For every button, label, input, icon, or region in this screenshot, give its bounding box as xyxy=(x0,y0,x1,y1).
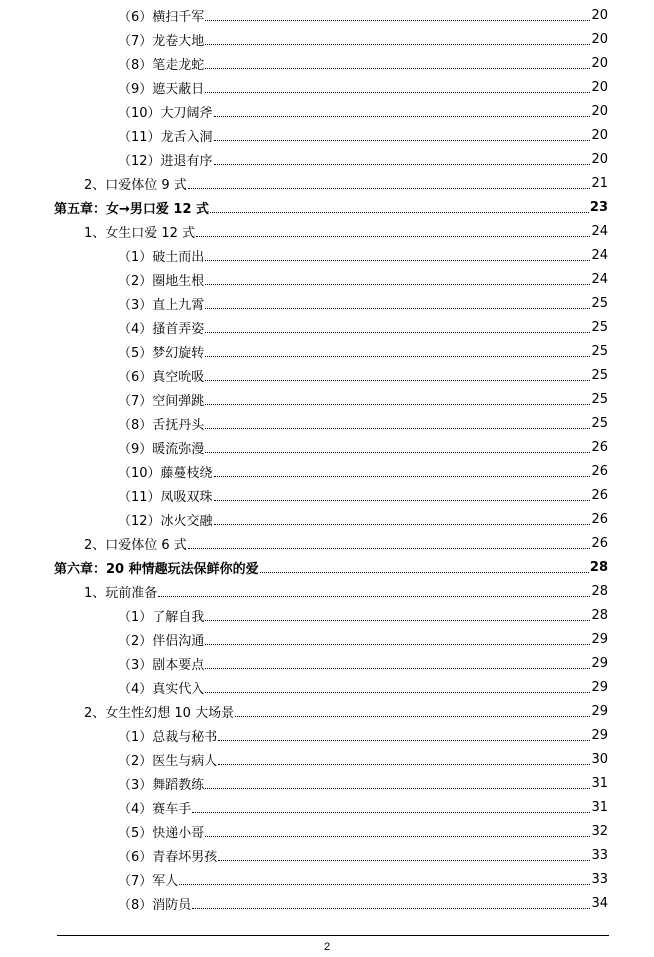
toc-entry-label: （8）消防员 xyxy=(118,897,192,913)
toc-entry-label: （7）空间弹跳 xyxy=(118,393,205,409)
toc-entry-label: （2）医生与病人 xyxy=(118,753,218,769)
toc-entry-label: （7）龙卷大地 xyxy=(118,33,205,49)
toc-entry-page: 20 xyxy=(591,55,608,71)
toc-entry-page: 23 xyxy=(589,199,608,215)
toc-entry-label: （4）赛车手 xyxy=(118,801,192,817)
toc-entry-page: 29 xyxy=(591,655,608,671)
toc-entry-label: （6）真空吮吸 xyxy=(118,369,205,385)
toc-entry-page: 29 xyxy=(591,703,608,719)
toc-subsection-entry[interactable] xyxy=(0,867,654,891)
toc-entry-label: 第六章：20 种情趣玩法保鲜你的爱 xyxy=(54,561,259,577)
toc-entry-page: 20 xyxy=(591,79,608,95)
toc-entry-page: 30 xyxy=(591,751,608,767)
toc-entry-page: 20 xyxy=(591,151,608,167)
toc-chapter-entry[interactable] xyxy=(0,555,654,579)
toc-entry-page: 29 xyxy=(591,727,608,743)
toc-entry-page: 34 xyxy=(591,895,608,911)
toc-dot-leader xyxy=(205,284,590,285)
toc-section-entry[interactable] xyxy=(0,531,654,555)
toc-entry-page: 24 xyxy=(591,247,608,263)
toc-dot-leader xyxy=(205,308,590,309)
toc-entry-page: 24 xyxy=(591,223,608,239)
toc-entry-page: 20 xyxy=(591,127,608,143)
toc-dot-leader xyxy=(205,380,590,381)
toc-dot-leader xyxy=(192,812,590,813)
toc-dot-leader xyxy=(218,860,590,861)
toc-entry-label: （4）真实代入 xyxy=(118,681,205,697)
toc-entry-page: 20 xyxy=(591,7,608,23)
toc-entry-label: 第五章：女→男口爱 12 式 xyxy=(54,201,210,217)
toc-entry-label: （3）直上九霄 xyxy=(118,297,205,313)
toc-subsection-entry[interactable] xyxy=(0,123,654,147)
toc-subsection-entry[interactable] xyxy=(0,147,654,171)
toc-dot-leader xyxy=(158,596,590,597)
toc-entry-label: 1、玩前准备 xyxy=(84,585,158,601)
toc-entry-page: 26 xyxy=(591,511,608,527)
toc-section-entry[interactable] xyxy=(0,579,654,603)
toc-entry-label: （8）笔走龙蛇 xyxy=(118,57,205,73)
toc-dot-leader xyxy=(214,140,591,141)
toc-entry-label: （5）梦幻旋转 xyxy=(118,345,205,361)
toc-entry-label: （7）军人 xyxy=(118,873,179,889)
toc-entry-page: 29 xyxy=(591,631,608,647)
toc-entry-label: （6）青春坏男孩 xyxy=(118,849,218,865)
toc-entry-page: 28 xyxy=(589,559,608,575)
toc-entry-page: 26 xyxy=(591,463,608,479)
toc-chapter-entry[interactable] xyxy=(0,195,654,219)
toc-entry-page: 28 xyxy=(591,583,608,599)
toc-dot-leader xyxy=(205,692,590,693)
toc-subsection-entry[interactable] xyxy=(0,363,654,387)
toc-dot-leader xyxy=(196,236,590,237)
toc-dot-leader xyxy=(188,188,591,189)
toc-dot-leader xyxy=(214,116,591,117)
toc-entry-label: 1、女生口爱 12 式 xyxy=(84,225,196,241)
toc-subsection-entry[interactable] xyxy=(0,51,654,75)
toc-subsection-entry[interactable] xyxy=(0,315,654,339)
toc-subsection-entry[interactable] xyxy=(0,723,654,747)
toc-subsection-entry[interactable] xyxy=(0,291,654,315)
toc-subsection-entry[interactable] xyxy=(0,507,654,531)
toc-section-entry[interactable] xyxy=(0,171,654,195)
toc-dot-leader xyxy=(210,212,589,213)
toc-entry-label: （10）大刀阔斧 xyxy=(118,105,213,121)
toc-dot-leader xyxy=(205,68,590,69)
toc-dot-leader xyxy=(205,20,590,21)
toc-entry-label: （4）搔首弄姿 xyxy=(118,321,205,337)
toc-dot-leader xyxy=(214,524,591,525)
toc-subsection-entry[interactable] xyxy=(0,27,654,51)
toc-dot-leader xyxy=(205,92,590,93)
toc-dot-leader xyxy=(214,500,591,501)
toc-dot-leader xyxy=(205,428,590,429)
toc-entry-label: （11）凤吸双珠 xyxy=(118,489,213,505)
toc-entry-page: 31 xyxy=(591,775,608,791)
toc-dot-leader xyxy=(205,620,590,621)
toc-dot-leader xyxy=(205,836,590,837)
toc-entry-page: 24 xyxy=(591,271,608,287)
toc-subsection-entry[interactable] xyxy=(0,819,654,843)
toc-entry-page: 26 xyxy=(591,439,608,455)
toc-entry-page: 20 xyxy=(591,103,608,119)
toc-entry-page: 25 xyxy=(591,319,608,335)
toc-dot-leader xyxy=(235,716,590,717)
toc-dot-leader xyxy=(188,548,591,549)
toc-subsection-entry[interactable] xyxy=(0,675,654,699)
toc-dot-leader xyxy=(260,572,589,573)
toc-entry-page: 28 xyxy=(591,607,608,623)
toc-entry-page: 25 xyxy=(591,415,608,431)
toc-entry-label: （9）暖流弥漫 xyxy=(118,441,205,457)
toc-entry-label: （1）了解自我 xyxy=(118,609,205,625)
toc-entry-label: （9）遮天蔽日 xyxy=(118,81,205,97)
toc-dot-leader xyxy=(192,908,590,909)
toc-entry-label: （8）舌抚丹头 xyxy=(118,417,205,433)
toc-subsection-entry[interactable] xyxy=(0,411,654,435)
toc-entry-label: （6）横扫千军 xyxy=(118,9,205,25)
toc-entry-label: 2、口爱体位 9 式 xyxy=(84,177,187,193)
toc-entry-page: 26 xyxy=(591,487,608,503)
toc-dot-leader xyxy=(205,668,590,669)
toc-entry-label: （11）龙舌入洞 xyxy=(118,129,213,145)
toc-dot-leader xyxy=(179,884,590,885)
toc-entry-page: 29 xyxy=(591,679,608,695)
table-of-contents xyxy=(0,3,654,915)
toc-dot-leader xyxy=(205,644,590,645)
toc-dot-leader xyxy=(205,404,590,405)
toc-subsection-entry[interactable] xyxy=(0,267,654,291)
toc-entry-label: （5）快递小哥 xyxy=(118,825,205,841)
toc-dot-leader xyxy=(205,356,590,357)
footer-divider xyxy=(57,935,609,936)
toc-entry-label: （3）舞蹈教练 xyxy=(118,777,205,793)
toc-entry-label: （2）圈地生根 xyxy=(118,273,205,289)
toc-subsection-entry[interactable] xyxy=(0,99,654,123)
toc-section-entry[interactable] xyxy=(0,699,654,723)
toc-entry-label: （2）伴侣沟通 xyxy=(118,633,205,649)
toc-entry-label: （12）冰火交融 xyxy=(118,513,213,529)
toc-subsection-entry[interactable] xyxy=(0,459,654,483)
toc-dot-leader xyxy=(205,788,590,789)
toc-dot-leader xyxy=(218,764,590,765)
toc-entry-page: 21 xyxy=(591,175,608,191)
toc-entry-label: （3）剧本要点 xyxy=(118,657,205,673)
toc-entry-label: （12）进退有序 xyxy=(118,153,213,169)
toc-dot-leader xyxy=(214,476,591,477)
toc-dot-leader xyxy=(205,332,590,333)
toc-entry-page: 25 xyxy=(591,343,608,359)
toc-subsection-entry[interactable] xyxy=(0,75,654,99)
toc-subsection-entry[interactable] xyxy=(0,483,654,507)
toc-subsection-entry[interactable] xyxy=(0,795,654,819)
toc-dot-leader xyxy=(205,44,590,45)
toc-entry-page: 25 xyxy=(591,295,608,311)
toc-subsection-entry[interactable] xyxy=(0,387,654,411)
toc-entry-page: 25 xyxy=(591,391,608,407)
toc-subsection-entry[interactable] xyxy=(0,651,654,675)
toc-dot-leader xyxy=(218,740,590,741)
toc-entry-page: 26 xyxy=(591,535,608,551)
toc-entry-page: 20 xyxy=(591,31,608,47)
toc-dot-leader xyxy=(205,260,590,261)
toc-section-entry[interactable] xyxy=(0,219,654,243)
toc-entry-label: 2、口爱体位 6 式 xyxy=(84,537,187,553)
toc-entry-label: （10）藤蔓枝绕 xyxy=(118,465,213,481)
toc-subsection-entry[interactable] xyxy=(0,603,654,627)
toc-subsection-entry[interactable] xyxy=(0,627,654,651)
toc-subsection-entry[interactable] xyxy=(0,243,654,267)
toc-subsection-entry[interactable] xyxy=(0,771,654,795)
toc-subsection-entry[interactable] xyxy=(0,891,654,915)
toc-dot-leader xyxy=(214,164,591,165)
toc-entry-label: （1）破土而出 xyxy=(118,249,205,265)
toc-entry-page: 33 xyxy=(591,847,608,863)
toc-entry-label: （1）总裁与秘书 xyxy=(118,729,218,745)
toc-dot-leader xyxy=(205,452,590,453)
page-number: 2 xyxy=(323,941,331,953)
toc-subsection-entry[interactable] xyxy=(0,435,654,459)
toc-entry-page: 31 xyxy=(591,799,608,815)
toc-subsection-entry[interactable] xyxy=(0,339,654,363)
toc-entry-page: 33 xyxy=(591,871,608,887)
toc-subsection-entry[interactable] xyxy=(0,843,654,867)
toc-entry-page: 32 xyxy=(591,823,608,839)
toc-subsection-entry[interactable] xyxy=(0,3,654,27)
toc-entry-label: 2、女生性幻想 10 大场景 xyxy=(84,705,235,721)
toc-subsection-entry[interactable] xyxy=(0,747,654,771)
toc-entry-page: 25 xyxy=(591,367,608,383)
